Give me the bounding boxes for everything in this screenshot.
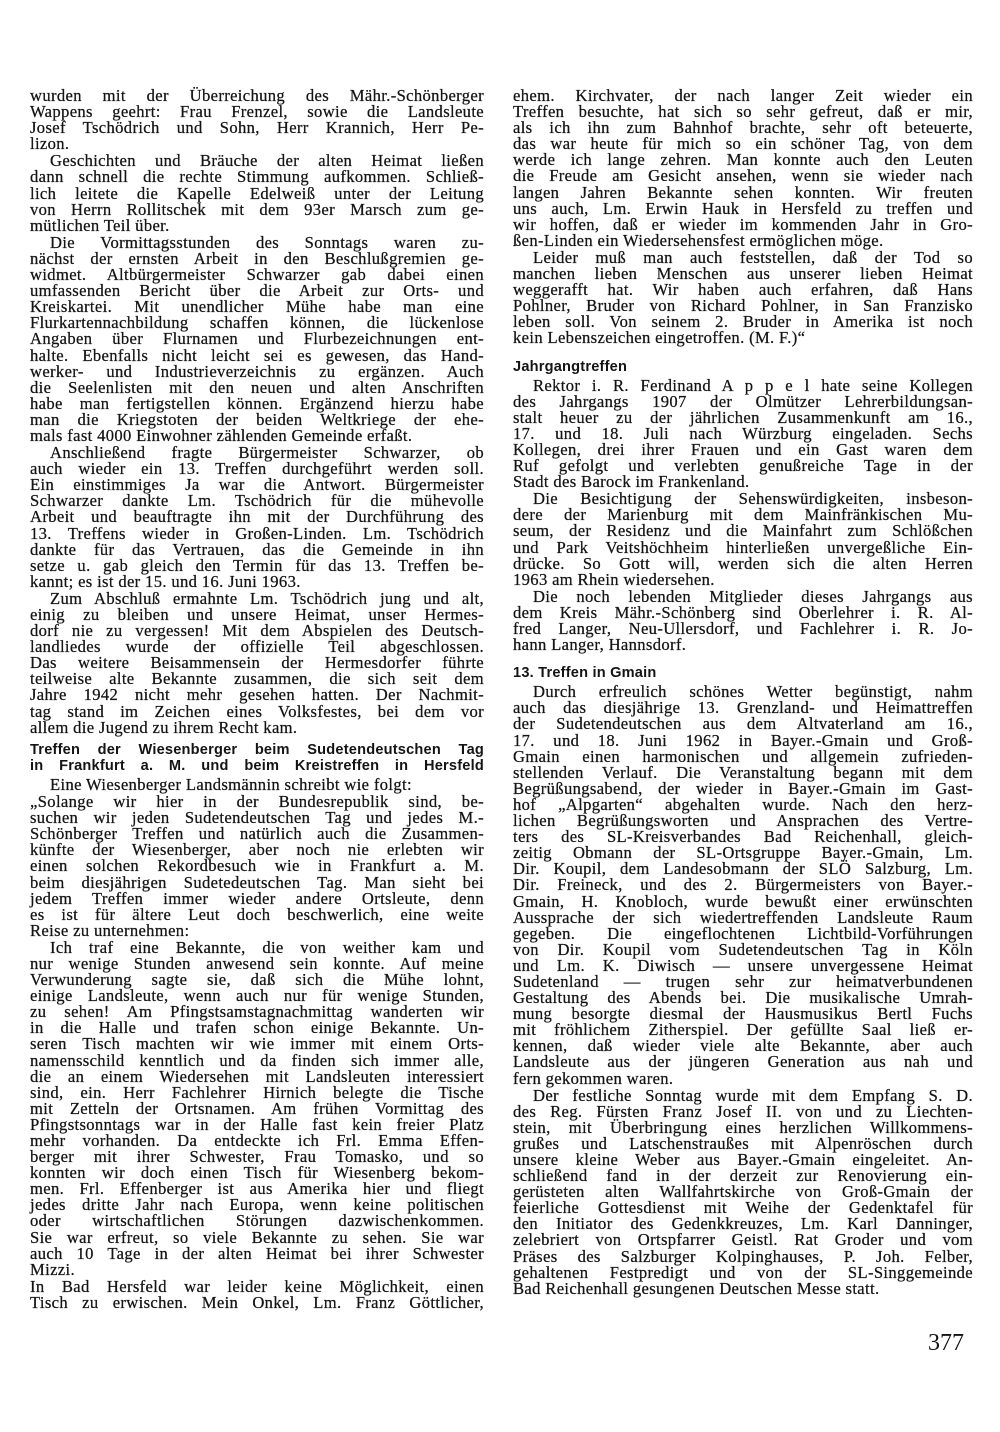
text-line: Reise zu unternehmen: [30, 920, 190, 940]
text-line: Das weitere Beisammensein der Hermesdorfer führte [30, 653, 484, 673]
text-line: Angaben über Flurnamen und Flurbezeichnungen ent- [30, 329, 484, 349]
text-line: lich leitete die Kapelle Edelweiß unter der Leitung [30, 183, 484, 203]
text-line: der Sudetendeutschen aus dem Altvaterland am 16., [513, 714, 973, 734]
text-line: es ist für ältere Leut doch beschwerlich, eine weite [30, 904, 484, 924]
text-line: von Dir. Koupil vom Sudetendeutschen Tag in Köln [513, 939, 973, 959]
paragraph [30, 774, 484, 794]
text-line: 13. Treffens wieder in Großen-Linden. Lm. Tschödrich [30, 523, 484, 543]
text-line: jedem Treffen immer wieder andere Ortsleute, denn [30, 888, 484, 908]
paragraph [513, 684, 973, 1086]
text-line: Stadt des Barock im Frankenland. [513, 472, 750, 492]
text-line: langen Jahren Bekannte sehen konnten. Wir freuten [513, 182, 973, 202]
text-line: einen solchen Rekordbesuch wie in Frankfurt a. M. [30, 856, 484, 876]
text-line: die Seelenlisten mit den neuen und alten Anschriften [30, 377, 484, 397]
text-line: kannt; es ist der 15. und 16. Juni 1963. [30, 571, 301, 591]
text-line: grußes und Latschenstraußes mit Alpenröschen durch [513, 1133, 973, 1153]
text-line: Dir. Freineck, und des 2. Bürgermeisters von Bayer.- [513, 875, 973, 895]
text-line: manchen lieben Menschen aus unserer lieben Heimat [513, 264, 973, 284]
text-line: umfassenden Bericht über die Arbeit zur Orts- und [30, 281, 484, 301]
text-line: mit fröhlichem Zitherspiel. Der gefüllte Saal ließ er- [513, 1020, 973, 1040]
text-line: auch wieder ein 13. Treffen durchgeführt werden soll. [30, 459, 484, 479]
text-line: von Herrn Rollitschek mit dem 93er Marsch zum ge- [30, 199, 484, 219]
text-line: das war heute für mich so ein schöner Tag, von dem [513, 134, 973, 154]
text-line: einige Landsleute, wenn auch nur für wenige Stunden, [30, 986, 484, 1006]
text-line: beim diesjährigen Sudetedeutschen Tag. Man sieht bei [30, 872, 484, 892]
paragraph [513, 1085, 973, 1298]
text-line: fred Langer, Neu-Ullersdorf, und Fachlehrer i. R. Jo- [513, 619, 973, 638]
text-line: In Bad Hersfeld war leider keine Möglichkeit, einen [30, 1276, 484, 1296]
text-line: landliedes wurde der offizielle Teil abgeschlossen. [30, 637, 484, 657]
text-line: als ich ihn zum Bahnhof brachte, sehr oft beteuerte, [513, 118, 973, 138]
text-line: jedes dritte Jahr nach Europa, wenn keine politischen [30, 1195, 484, 1215]
text-line: 17. und 18. Juni 1962 in Bayer.-Gmain und Groß- [513, 730, 973, 750]
text-line: dann schnell die rechte Stimmung aufkommen. Schließ- [30, 167, 484, 187]
text-line: des Jahrgangs 1907 der Olmützer Lehrerbildungsan- [513, 391, 973, 411]
text-line: Jahre 1942 nicht mehr gesehen hatten. Der Nachmit- [30, 685, 484, 705]
text-line: konnten wir doch einen Tisch für Wiesenberg bekom- [30, 1163, 484, 1183]
paragraph [30, 88, 484, 152]
text-line: Mizzi. [30, 1259, 75, 1279]
text-line: Wappens geehrt: Frau Frenzel, sowie die Landsleute [30, 102, 484, 122]
text-line: mals fast 4000 Einwohner zählenden Gemeinde erfaßt. [30, 425, 413, 445]
paragraph [513, 586, 973, 655]
text-line: gegeben. Die eingeflochtenen Lichtbild-Vorführungen [513, 923, 973, 943]
text-line: mehr vorhanden. Da entdeckte ich Frl. Emma Effen- [30, 1131, 484, 1150]
text-line: Schönberger Treffen und natürlich auch die Zusammen- [30, 824, 484, 844]
text-line: Pohlner, Bruder von Richard Pohlner, in San Franzisko [513, 296, 973, 316]
text-line: Bad Reichenhall gesungenen Deutschen Messe statt. [513, 1278, 880, 1298]
text-line: man die Kriegstoten der beiden Weltkriege der ehe- [30, 409, 484, 429]
text-line: wir hoffen, daß er wieder im kommenden Jahr in Gro- [513, 214, 973, 234]
text-line: Schwarzer dankte Lm. Tschödrich für die mühevolle [30, 491, 484, 511]
text-line: Durch erfreulich schönes Wetter begünstigt, nahm [533, 682, 973, 702]
text-line: Flurkartennachbildung schaffen können, die lückenlose [30, 313, 484, 333]
text-line: Josef Tschödrich und Sohn, Herr Krannich, Herr Pe- [30, 118, 484, 138]
text-line: Begrüßungsabend, der wieder in Bayer.-Gmain im Gast- [513, 778, 973, 798]
text-line: ehem. Kirchvater, der nach langer Zeit wieder ein [513, 86, 973, 105]
section-heading [513, 359, 973, 375]
text-line: feierliche Gottesdienst mit Weihe der Gedenktafel für [513, 1198, 973, 1218]
text-line: Sudetenland — trugen sehr zur heimatverbundenen [513, 971, 973, 991]
text-line: hof „Alpgarten“ abgehalten wurde. Nach den herz- [513, 794, 973, 814]
right-column [513, 88, 973, 1298]
text-line: oder wirtschaftlichen Störungen dazwischenkommen. [30, 1211, 484, 1231]
text-line: kennen, daß wieder viele alte Bekannte, aber auch [513, 1036, 973, 1056]
text-line: zelebriert von Ortspfarrer Geistl. Rat Groder und vom [513, 1230, 973, 1250]
paragraph [513, 375, 973, 492]
paragraph [30, 794, 484, 939]
text-line: künfte der Wiesenberger, aber noch nie erlebten wir [30, 840, 484, 860]
text-line: Pfingstsonntags war in der Halle fast kein freier Platz [30, 1114, 484, 1134]
paragraph [30, 153, 484, 233]
page-number: 377 [928, 1330, 964, 1356]
paragraph [30, 232, 484, 445]
text-line: und Park Veitshöchheim hinterließen unvergeßliche Ein- [513, 537, 973, 557]
text-line: widmet. Altbürgermeister Schwarzer gab dabei einen [30, 265, 484, 285]
text-line: Rektor i. R. Ferdinand A p p e l hate seine Kollegen [533, 375, 973, 395]
text-line: Der festliche Sonntag wurde mit dem Empfang S. D. [533, 1085, 973, 1105]
text-line: hann Langer, Hannsdorf. [513, 635, 687, 655]
text-line: teilweise alte Bekannte zusammen, die sich seit dem [30, 669, 484, 689]
text-line: Gmain, H. Knobloch, wurde bewußt einer erwünschten [513, 891, 973, 911]
text-line: Die Vormittagsstunden des Sonntags waren zu- [50, 232, 484, 252]
text-line: Tisch zu erwischen. Mein Onkel, Lm. Franz Göttlicher, [30, 1292, 484, 1312]
text-line: nächst der ernsten Arbeit in den Beschlußgremien ge- [30, 248, 484, 268]
text-line: und Lm. K. Diwisch — unsere unvergessene Heimat [513, 955, 973, 975]
text-line: 1963 am Rhein wiedersehen. [513, 569, 715, 589]
text-line: fern gekommen waren. [513, 1068, 674, 1088]
text-line: setze u. gab gleich den Termin für das 13. Treffen be- [30, 555, 484, 575]
text-line: dankte für das Vertrauen, das die Gemeinde in ihn [30, 539, 484, 559]
text-line: leben soll. Von seinem 2. Bruder in Amerika ist noch [513, 312, 973, 332]
text-line: Ein einstimmiges Ja war die Antwort. Bürgermeister [30, 475, 484, 495]
text-line: auch das diesjährige 13. Grenzland- und Heimattreffen [513, 698, 973, 718]
text-line: sind, ein. Herr Fachlehrer Hirnich belegte die Tische [30, 1082, 484, 1102]
text-line: Kreiskartei. Mit unendlicher Mühe habe man eine [30, 297, 484, 317]
text-line: seum, der Residenz und die Mainfahrt zum Schlößchen [513, 521, 973, 541]
paragraph [513, 247, 973, 348]
text-line: die Freude am Gesicht ansehen, wenn sie wieder nach [513, 166, 973, 186]
paragraph [30, 445, 484, 590]
text-line: zu sehen! Am Pfingstsamstagnachmittag wanderten wir [30, 1002, 484, 1022]
text-line: gerüsteten alten Wallfahrtskirche von Groß-Gmain der [513, 1182, 973, 1202]
text-line: habe man fertigstellen können. Ergänzend hierzu habe [30, 393, 484, 413]
text-line: dere der Marienburg mit dem Mainfränkischen Mu- [513, 505, 973, 525]
text-line: zeitig Obmann der SL-Ortsgruppe Bayer.-Gmain, Lm. [513, 843, 973, 863]
text-line: Leider muß man auch feststellen, daß der Tod so [533, 247, 973, 267]
text-line: Anschließend fragte Bürgermeister Schwarzer, ob [50, 443, 484, 463]
text-line: „Solange wir hier in der Bundesrepublik sind, be- [30, 792, 484, 812]
text-line: ters des SL-Kreisverbandes Bad Reichenhall, gleich- [513, 827, 973, 847]
text-line: tag stand im Zeichen eines Volksfestes, bei dem vor [30, 701, 484, 721]
text-line: Dir. Koupil, dem Landesobmann der SLÖ Salzburg, Lm. [513, 859, 973, 879]
text-line: Verwunderung sagte sie, daß sich die Mühe lohnt, [30, 970, 484, 990]
text-line: uns auch, Lm. Erwin Hauk in Hersfeld zu treffen und [513, 198, 973, 218]
text-line: Die noch lebenden Mitglieder dieses Jahrgangs aus [533, 586, 973, 606]
text-line: in Frankfurt a. M. und beim Kreistreffen in Hersfeld [30, 757, 484, 774]
text-line: stein, mit Überbringung eines herzlichen Willkommens- [513, 1117, 973, 1137]
text-line: Ich traf eine Bekannte, die von weither kam und [50, 937, 484, 957]
text-line: 17. und 18. Juli nach Würzburg eingeladen. Sechs [513, 423, 973, 443]
text-line: mütlichen Teil über. [30, 215, 170, 235]
section-heading [513, 665, 973, 681]
text-line: Sie war erfreut, so viele Bekannte zu sehen. Sie war [30, 1227, 484, 1247]
text-line: drücke. So Gott will, werden sich die alten Herren [513, 553, 973, 573]
paragraph [30, 937, 484, 1279]
text-line: allem die Jugend zu ihrem Recht kam. [30, 717, 298, 737]
text-line: auch 10 Tage in der alten Heimat bei ihrer Schwester [30, 1243, 484, 1263]
text-line: namensschild kenntlich und da finden sich immer alle, [30, 1050, 484, 1070]
text-line: weggerafft hat. Wir haben auch erfahren, daß Hans [513, 280, 973, 300]
left-column [30, 88, 484, 1312]
text-line: Gestaltung des Abends bei. Die musikalische Umrah- [513, 988, 973, 1008]
text-line: Treffen der Wiesenberger beim Sudetendeutschen Tag [30, 741, 484, 758]
text-line: Ruf gefolgt und verlebten genußreiche Tage in der [513, 456, 973, 476]
paragraph [513, 491, 973, 588]
text-line: die an einem Wiedersehen mit Landsleuten interessiert [30, 1066, 484, 1086]
paragraph [513, 88, 973, 249]
text-line: berger mit ihrer Schwester, Frau Tomasko, und so [30, 1147, 484, 1167]
text-line: 13. Treffen in Gmain [513, 665, 657, 682]
text-line: lizon. [30, 134, 70, 154]
text-line: Kollegen, drei ihrer Frauen und ein Gast waren dem [513, 439, 973, 459]
text-line: den Initiator des Gedenkkreuzes, Lm. Karl Danninger, [513, 1214, 973, 1234]
text-line: mung besorgte diesmal der Hausmusikus Bertl Fuchs [513, 1004, 973, 1024]
text-line: Geschichten und Bräuche der alten Heimat ließen [50, 151, 484, 171]
text-line: stellenden Verlauf. Die Veranstaltung begann mit dem [513, 762, 973, 782]
text-line: Arbeit und beauftragte ihn mit der Durchführung des [30, 507, 484, 527]
text-line: kein Lebenszeichen eingetroffen. (M. F.)“ [513, 328, 806, 348]
text-line: gehaltenen Festpredigt und von der SL-Singgemeinde [513, 1262, 973, 1282]
text-line: Präses des Salzburger Kolpinghauses, P. Joh. Felber, [513, 1246, 973, 1266]
text-line: mit Zetteln der Ortsnamen. Am frühen Vormittag des [30, 1098, 484, 1118]
text-line: Gmain einen harmonischen und allgemein zufrieden- [513, 746, 973, 766]
text-line: des Reg. Fürsten Franz Josef II. von und zu Liechten- [513, 1101, 973, 1121]
text-line: Zum Abschluß ermahnte Lm. Tschödrich jung und alt, [50, 588, 484, 608]
text-line: in die Halle und trafen schon einige Bekannte. Un- [30, 1018, 484, 1038]
text-line: suchen wir jeden Sudetendeutschen Tag und jedes M.- [30, 808, 484, 828]
text-line: dorf nie zu vergessen! Mit dem Abspielen des Deutsch- [30, 621, 484, 641]
text-line: seren Tisch machten wir wie immer mit einem Orts- [30, 1034, 484, 1054]
text-line: stalt heuer zu der jährlichen Zusammenkunft am 16., [513, 407, 973, 427]
text-line: einig zu bleiben und unsere Heimat, unser Hermes- [30, 605, 484, 624]
text-line: werde ich lange zehren. Man konnte auch den Leuten [513, 150, 973, 170]
text-line: ßen-Linden ein Wiedersehensfest ermöglichen möge. [513, 230, 884, 250]
paragraph [30, 588, 484, 737]
text-line: lichen Begrüßungsworten und Ansprachen des Vertre- [513, 811, 973, 831]
text-line: Treffen besuchte, hat sich so sehr gefreut, daß er mir, [513, 102, 973, 122]
text-line: Eine Wiesenberger Landsmännin schreibt wie folgt: [50, 774, 412, 794]
paragraph [30, 1276, 484, 1312]
text-line: wurden mit der Überreichung des Mähr.-Schönberger [30, 86, 484, 105]
text-line: Die Besichtigung der Sehenswürdigkeiten, insbeson- [533, 489, 973, 509]
text-line: Landsleute aus der jüngeren Generation aus nah und [513, 1052, 973, 1072]
text-line: schließend fand in der derzeit zur Renovierung ein- [513, 1166, 973, 1186]
text-line: dem Kreis Mähr.-Schönberg sind Oberlehrer i. R. Al- [513, 602, 973, 622]
text-line: halte. Ebenfalls nicht leicht sei es gewesen, das Hand- [30, 345, 484, 365]
text-line: men. Frl. Effenberger ist aus Amerika hier und fliegt [30, 1179, 484, 1199]
text-line: unsere kleine Weber aus Bayer.-Gmain eingeleitet. An- [513, 1150, 973, 1169]
text-line: nur wenige Stunden anwesend sein konnte. Auf meine [30, 953, 484, 973]
text-line: Aussprache der sich wiedertreffenden Landsleute Raum [513, 907, 973, 927]
text-line: Jahrgangtreffen [513, 358, 628, 375]
text-line: werker- und Industrieverzeichnis zu ergänzen. Auch [30, 361, 484, 381]
section-heading [30, 742, 484, 774]
